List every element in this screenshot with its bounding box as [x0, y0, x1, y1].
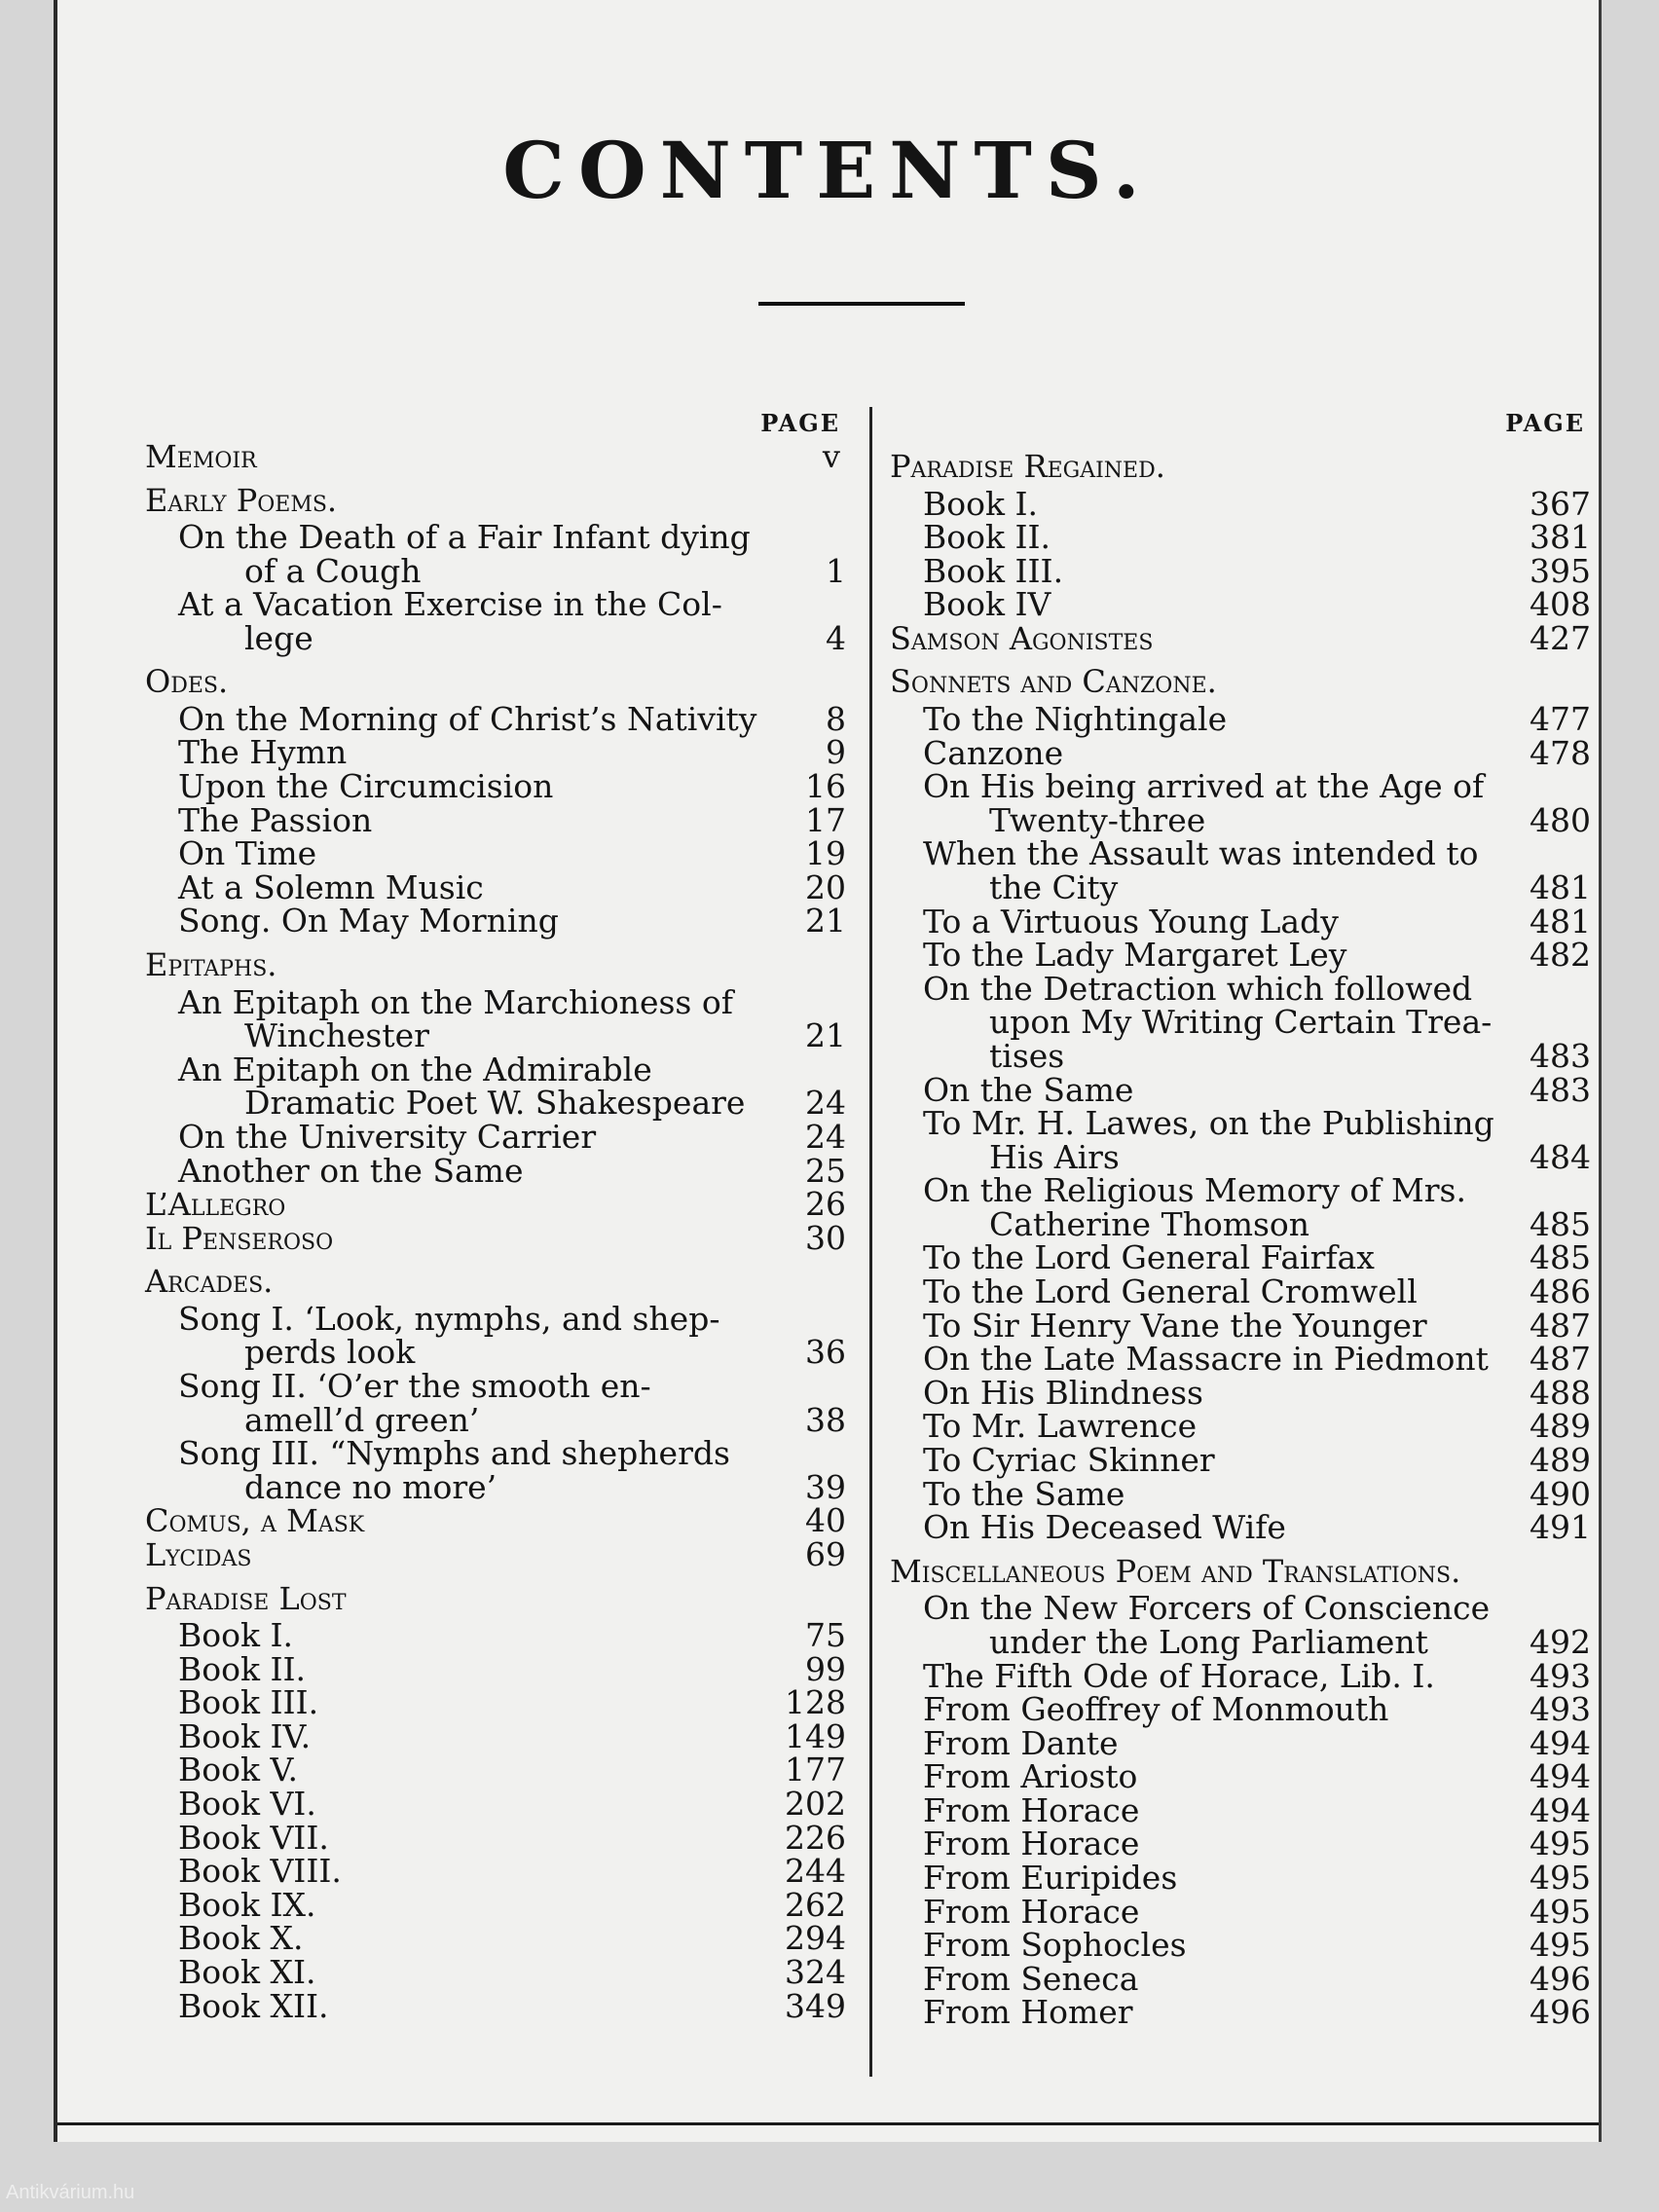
page-number: 494	[1530, 1723, 1591, 1762]
page-number: 483	[1530, 1070, 1591, 1109]
page-number: 487	[1530, 1340, 1591, 1379]
entry-title-line: Song II. ‘O’er the smooth en-	[178, 1366, 651, 1405]
entry-title-line: Canzone	[923, 733, 1064, 772]
entry-title-line: Book V.	[178, 1751, 299, 1789]
contents-entry	[890, 1104, 1591, 1176]
contents-entry	[890, 936, 1591, 975]
entry-title-line: From Homer	[923, 1993, 1133, 2032]
page-number: 496	[1530, 1993, 1591, 2032]
section-title: Memoir	[145, 438, 257, 475]
page-number: 494	[1530, 1790, 1591, 1829]
page-number: 492	[1530, 1622, 1591, 1661]
contents-entry	[145, 1986, 846, 2025]
entry-title-line: From Horace	[923, 1892, 1140, 1931]
contents-entry	[890, 1892, 1591, 1931]
page-number: 262	[785, 1885, 846, 1924]
entry-title-line: At a Solemn Music	[178, 867, 484, 906]
section-title: Paradise Lost	[145, 1579, 347, 1617]
contents-entry	[145, 1616, 846, 1655]
entry-title-line: An Epitaph on the Marchioness of	[178, 982, 733, 1021]
entry-title-line: the City	[989, 867, 1119, 906]
page-number: 36	[805, 1333, 846, 1372]
entry-title-line: Book II.	[923, 518, 1051, 557]
page-number: 19	[805, 834, 846, 873]
contents-entry	[890, 1272, 1591, 1311]
page-number: 487	[1530, 1306, 1591, 1345]
section-title: Paradise Regained.	[890, 448, 1165, 485]
page-number: 486	[1530, 1272, 1591, 1311]
page-number: 481	[1530, 902, 1591, 940]
contents-entry	[145, 1434, 846, 1506]
page-number: 38	[805, 1400, 846, 1439]
entry-title-line: under the Long Parliament	[989, 1622, 1428, 1661]
entry-title-line: tises	[989, 1036, 1065, 1075]
contents-entry	[145, 1050, 846, 1123]
contents-entry	[145, 1785, 846, 1823]
contents-entry	[145, 1818, 846, 1857]
contents-entry	[890, 518, 1591, 557]
page-number: 381	[1530, 518, 1591, 557]
contents-entry	[145, 585, 846, 657]
page-number: 489	[1530, 1441, 1591, 1480]
contents-entry	[890, 902, 1591, 940]
entry-title-line: To Sir Henry Vane the Younger	[923, 1306, 1427, 1345]
page-number: 20	[805, 867, 846, 906]
entry-title-line: Book III.	[923, 551, 1064, 590]
page-number: 495	[1530, 1825, 1591, 1863]
page-number: 324	[785, 1952, 846, 1991]
page-number: 21	[805, 1016, 846, 1055]
page-number: 75	[805, 1616, 846, 1655]
contents-entry	[890, 1859, 1591, 1898]
page-number: v	[822, 438, 840, 475]
page-number: 99	[805, 1649, 846, 1688]
page-number: 177	[785, 1751, 846, 1789]
entry-title-line: Catherine Thomson	[989, 1204, 1310, 1243]
entry-title-line: From Sophocles	[923, 1926, 1187, 1965]
contents-entry	[145, 1919, 846, 1958]
entry-title-line: Book IV	[923, 585, 1051, 624]
page-number: 8	[826, 699, 846, 738]
contents-entry	[145, 867, 846, 906]
contents-entry	[890, 969, 1591, 1075]
page-number: 491	[1530, 1508, 1591, 1547]
entry-title-line: Song I. ‘Look, nymphs, and shep-	[178, 1299, 720, 1338]
entry-title-line: On the Same	[923, 1070, 1134, 1109]
page-number: 21	[805, 902, 846, 940]
contents-entry	[890, 1373, 1591, 1412]
contents-entry	[145, 1716, 846, 1755]
entry-title-line: To Cyriac Skinner	[923, 1441, 1215, 1480]
page-number: 294	[785, 1919, 846, 1958]
section-title: Sonnets and Canzone.	[890, 663, 1217, 701]
contents-entry	[145, 733, 846, 772]
contents-entry	[890, 585, 1591, 624]
entry-title-line: Book I.	[178, 1616, 293, 1655]
entry-title-line: From Dante	[923, 1723, 1119, 1762]
left-column	[145, 407, 846, 2023]
page-number: 496	[1530, 1959, 1591, 1998]
contents-entry	[890, 1508, 1591, 1547]
entry-title-line: To the Nightingale	[923, 699, 1228, 738]
contents-entry	[145, 1885, 846, 1924]
section-entry	[145, 1501, 846, 1540]
section-title: Lycidas	[145, 1535, 252, 1573]
entry-title-line: On His being arrived at the Age of	[923, 767, 1485, 806]
contents-entry	[890, 1171, 1591, 1243]
page-number: 4	[826, 618, 846, 657]
entry-title-line: Book VII.	[178, 1818, 329, 1857]
section-heading	[145, 440, 846, 474]
entry-title-line: When the Assault was intended to	[923, 834, 1479, 873]
contents-entry	[890, 1589, 1591, 1661]
section-entry	[145, 1218, 846, 1257]
page-number: 226	[785, 1818, 846, 1857]
page-number: 483	[1530, 1036, 1591, 1075]
contents-entry	[890, 1407, 1591, 1446]
page-number: 489	[1530, 1407, 1591, 1446]
page-number: 493	[1530, 1656, 1591, 1695]
section-entry	[145, 1185, 846, 1224]
contents-entry	[145, 1852, 846, 1891]
entry-title-line: His Airs	[989, 1137, 1120, 1176]
entry-title-line: From Horace	[923, 1825, 1140, 1863]
entry-title-line: Book X.	[178, 1919, 304, 1958]
entry-title-line: dance no more’	[244, 1467, 498, 1506]
section-title: Comus, a Mask	[145, 1502, 365, 1540]
entry-title-line: On the Death of a Fair Infant dying	[178, 518, 751, 556]
entry-title-line: The Fifth Ode of Horace, Lib. I.	[923, 1656, 1435, 1695]
entry-title-line: To Mr. Lawrence	[923, 1407, 1198, 1446]
page-number: 484	[1530, 1137, 1591, 1176]
entry-title-line: On the Detraction which followed	[923, 969, 1473, 1008]
section-title: Early Poems.	[145, 481, 338, 519]
page-number: 24	[805, 1084, 846, 1123]
entry-title-line: The Hymn	[178, 733, 348, 772]
page-number: 40	[805, 1501, 846, 1540]
page-number: 25	[805, 1151, 846, 1190]
entry-title-line: Song III. “Nymphs and shepherds	[178, 1434, 730, 1473]
section-entry	[890, 618, 1591, 657]
section-heading	[145, 665, 846, 699]
contents-entry	[145, 1952, 846, 1991]
contents-entry	[145, 1151, 846, 1190]
contents-entry	[145, 1366, 846, 1439]
contents-entry	[890, 1690, 1591, 1729]
page-number: 485	[1530, 1238, 1591, 1277]
page-column-header-right: PAGE	[1505, 409, 1585, 437]
entry-title-line: On His Deceased Wife	[923, 1508, 1286, 1547]
contents-entry	[890, 1757, 1591, 1796]
entry-title-line: On His Blindness	[923, 1373, 1203, 1412]
section-title: Miscellaneous Poem and Translations.	[890, 1552, 1461, 1590]
book-page	[54, 0, 1602, 2142]
entry-title-line: On the Morning of Christ’s Nativity	[178, 699, 757, 738]
page-number: 493	[1530, 1690, 1591, 1729]
entry-title-line: On the Late Massacre in Piedmont	[923, 1340, 1489, 1379]
contents-entry	[145, 767, 846, 806]
column-divider	[869, 407, 872, 2077]
contents-entry	[890, 1827, 1591, 1862]
entry-title-line: lege	[244, 618, 313, 657]
contents-entry	[890, 1474, 1591, 1513]
page-number: 128	[785, 1683, 846, 1722]
contents-entry	[890, 1656, 1591, 1695]
page-number: 9	[826, 733, 846, 772]
page-title: CONTENTS.	[502, 125, 1154, 216]
contents-entry	[890, 551, 1591, 590]
entry-title-line: Book VI.	[178, 1785, 316, 1823]
contents-entry	[145, 1753, 846, 1788]
page-number: 490	[1530, 1474, 1591, 1513]
entry-title-line: perds look	[244, 1333, 416, 1372]
entry-title-line: At a Vacation Exercise in the Col-	[178, 585, 722, 624]
section-title: Arcades.	[145, 1263, 274, 1301]
entry-title-line: Book VIII.	[178, 1852, 342, 1891]
entry-title-line: Song. On May Morning	[178, 902, 559, 940]
page-number: 408	[1530, 585, 1591, 624]
entry-title-line: of a Cough	[244, 551, 422, 590]
contents-entry	[890, 834, 1591, 906]
contents-entry	[890, 1790, 1591, 1829]
contents-entry	[145, 699, 846, 738]
page-number: 149	[785, 1716, 846, 1755]
section-heading	[890, 1552, 1591, 1590]
title-rule	[758, 302, 965, 306]
contents-entry	[890, 1340, 1591, 1379]
contents-entry	[890, 733, 1591, 772]
right-contents-list	[890, 450, 1591, 2030]
contents-entry	[145, 904, 846, 939]
contents-entry	[890, 1926, 1591, 1965]
page-number: 17	[805, 800, 846, 839]
entry-title-line: Twenty-three	[989, 800, 1206, 839]
page-number: 349	[785, 1986, 846, 2025]
page-number: 39	[805, 1467, 846, 1506]
entry-title-line: Upon the Circumcision	[178, 767, 554, 806]
entry-title-line: To a Virtuous Young Lady	[923, 902, 1339, 940]
section-heading	[890, 665, 1591, 699]
contents-entry	[890, 1993, 1591, 2032]
page-number: 16	[805, 767, 846, 806]
page-number: 494	[1530, 1757, 1591, 1796]
page-number: 495	[1530, 1926, 1591, 1965]
contents-entry	[145, 800, 846, 839]
page-number: 480	[1530, 800, 1591, 839]
page-number: 69	[805, 1534, 846, 1573]
contents-entry	[145, 1683, 846, 1722]
entry-title-line: To Mr. H. Lawes, on the Publishing	[923, 1104, 1494, 1143]
entry-title-line: Book II.	[178, 1649, 307, 1688]
page-number: 367	[1530, 484, 1591, 523]
contents-entry	[890, 767, 1591, 839]
section-entry	[145, 1534, 846, 1573]
page-number: 26	[805, 1185, 846, 1224]
section-title: Epitaphs.	[145, 946, 277, 984]
entry-title-line: From Ariosto	[923, 1757, 1138, 1796]
entry-title-line: To the Lady Margaret Ley	[923, 936, 1347, 975]
contents-entry	[145, 834, 846, 873]
entry-title-line: To the Lord General Cromwell	[923, 1272, 1418, 1311]
page-number: 477	[1530, 699, 1591, 738]
contents-entry	[890, 1441, 1591, 1480]
page-number: 30	[805, 1218, 846, 1257]
page-number: 488	[1530, 1373, 1591, 1412]
entry-title-line: To the Same	[923, 1474, 1125, 1513]
contents-entry	[145, 982, 846, 1055]
contents-entry	[890, 699, 1591, 738]
entry-title-line: Winchester	[244, 1016, 429, 1055]
contents-entry	[145, 1649, 846, 1688]
page-number: 495	[1530, 1892, 1591, 1931]
section-heading	[145, 948, 846, 982]
entry-title-line: To the Lord General Fairfax	[923, 1238, 1375, 1277]
entry-title-line: The Passion	[178, 800, 373, 839]
entry-title-line: From Seneca	[923, 1959, 1139, 1998]
contents-entry	[890, 484, 1591, 523]
section-heading	[145, 1579, 846, 1617]
contents-entry	[890, 1959, 1591, 1998]
entry-title-line: Another on the Same	[178, 1151, 524, 1190]
section-title: Samson Agonistes	[890, 619, 1154, 657]
entry-title-line: Book III.	[178, 1683, 319, 1722]
page-number: 481	[1530, 867, 1591, 906]
section-title: L’Allegro	[145, 1186, 286, 1224]
contents-entry	[890, 1306, 1591, 1345]
section-title: Odes.	[145, 663, 229, 701]
entry-title-line: Book IV.	[178, 1716, 312, 1755]
page-number: 395	[1530, 551, 1591, 590]
entry-title-line: From Geoffrey of Monmouth	[923, 1690, 1389, 1729]
entry-title-line: amell’d green’	[244, 1400, 480, 1439]
entry-title-line: On the University Carrier	[178, 1117, 597, 1156]
entry-title-line: On the New Forcers of Conscience	[923, 1589, 1491, 1628]
entry-title-line: Book XII.	[178, 1986, 329, 2025]
page-number: 427	[1530, 618, 1591, 657]
section-heading	[890, 450, 1591, 484]
contents-entry	[145, 518, 846, 590]
contents-entry	[890, 1723, 1591, 1762]
entry-title-line: Book I.	[923, 484, 1038, 523]
contents-entry	[145, 1117, 846, 1156]
page-column-header-left: PAGE	[760, 409, 840, 437]
bottom-rule	[57, 2122, 1599, 2125]
contents-entry	[145, 1299, 846, 1372]
entry-title-line: On Time	[178, 834, 317, 873]
entry-title-line: Dramatic Poet W. Shakespeare	[244, 1084, 746, 1123]
entry-title-line: Book IX.	[178, 1885, 316, 1924]
section-heading	[145, 1265, 846, 1299]
section-title: Il Penseroso	[145, 1219, 334, 1257]
page-number: 24	[805, 1117, 846, 1156]
page-number: 202	[785, 1785, 846, 1823]
page-number: 482	[1530, 936, 1591, 975]
page-number: 478	[1530, 733, 1591, 772]
page-number: 485	[1530, 1204, 1591, 1243]
contents-entry	[890, 1238, 1591, 1277]
page-number: 244	[785, 1852, 846, 1891]
entry-title-line: From Horace	[923, 1790, 1140, 1829]
page-number: 495	[1530, 1859, 1591, 1898]
page-number: 1	[826, 551, 846, 590]
entry-title-line: From Euripides	[923, 1859, 1178, 1898]
section-heading	[145, 481, 846, 519]
right-column	[890, 407, 1591, 2030]
watermark: Antikvárium.hu	[6, 2182, 135, 2203]
entry-title-line: On the Religious Memory of Mrs.	[923, 1171, 1466, 1210]
left-contents-list	[145, 440, 846, 2023]
entry-title-line: upon My Writing Certain Trea-	[989, 1003, 1493, 1042]
entry-title-line: Book XI.	[178, 1952, 316, 1991]
entry-title-line: An Epitaph on the Admirable	[178, 1050, 652, 1088]
contents-entry	[890, 1070, 1591, 1109]
